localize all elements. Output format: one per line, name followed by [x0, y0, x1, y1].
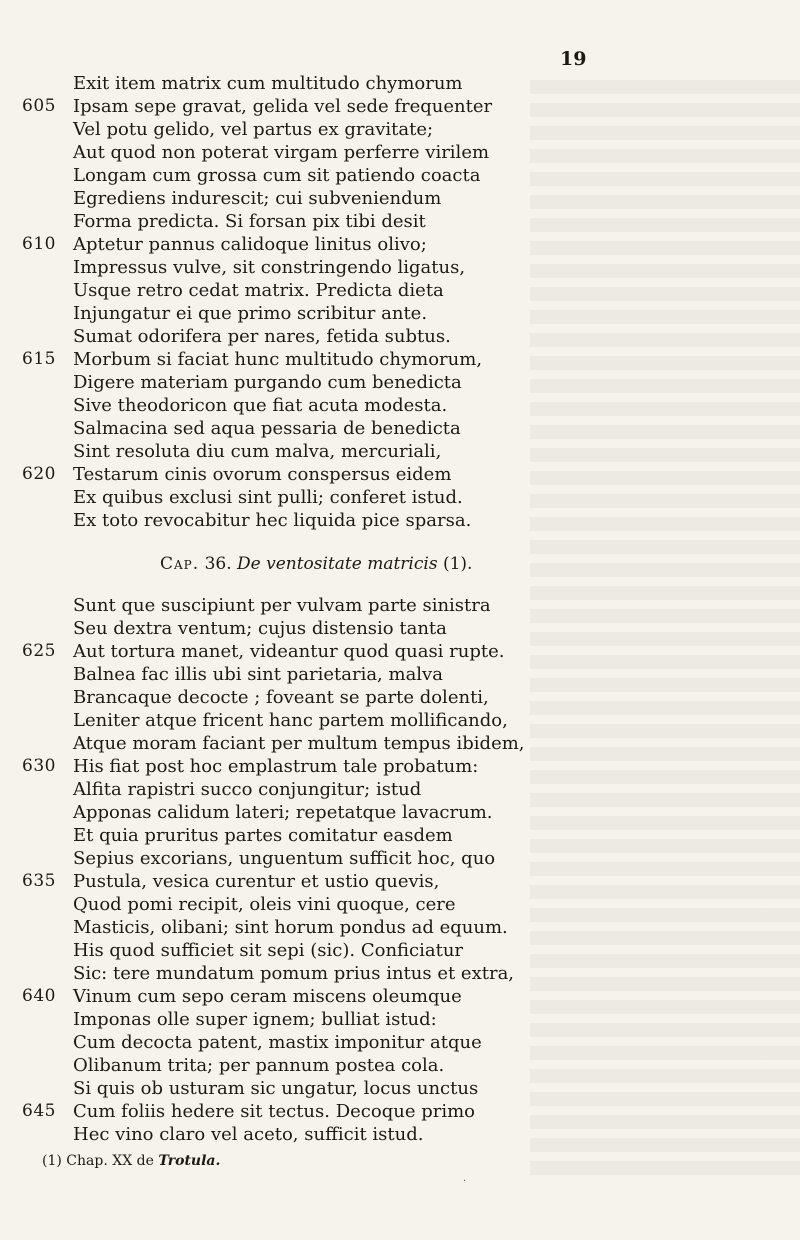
verse-text: Ipsam sepe gravat, gelida vel sede frequenter — [73, 96, 493, 117]
verse-text: Exit item matrix cum multitudo chymorum — [73, 73, 463, 94]
verse-line — [0, 348, 800, 371]
chapter-heading — [160, 554, 472, 574]
line-number: 645 — [22, 1101, 56, 1121]
verse-line — [0, 486, 800, 509]
verse-line — [0, 256, 800, 279]
verse-text: Masticis, olibani; sint horum pondus ad equum. — [73, 917, 508, 938]
verse-text: Olibanum trita; per pannum postea cola. — [73, 1055, 445, 1076]
footnote-text: Chap. XX de — [66, 1153, 154, 1169]
verse-line — [0, 640, 800, 663]
line-number: 630 — [22, 756, 56, 776]
verse-line — [0, 95, 800, 118]
verse-line — [0, 916, 800, 939]
verse-line — [0, 394, 800, 417]
verse-line — [0, 164, 800, 187]
verse-line — [0, 325, 800, 348]
verse-line — [0, 755, 800, 778]
chapter-title: De ventositate matricis — [237, 554, 438, 574]
verse-line — [0, 210, 800, 233]
verse-line — [0, 939, 800, 962]
verse-line — [0, 302, 800, 325]
verse-line — [0, 463, 800, 486]
verse-text: Hec vino claro vel aceto, sufficit istud. — [73, 1124, 424, 1145]
verse-text: Sint resoluta diu cum malva, mercuriali, — [73, 441, 442, 462]
verse-text: Cum foliis hedere sit tectus. Decoque primo — [73, 1101, 475, 1122]
page-number: 19 — [560, 48, 587, 70]
verse-line — [0, 1100, 800, 1123]
verse-line — [0, 187, 800, 210]
verse-text: Usque retro cedat matrix. Predicta dieta — [73, 280, 444, 301]
chapter-label: Cap. — [160, 554, 200, 574]
footnote-source: Trotula. — [158, 1153, 221, 1169]
print-speck: · — [463, 1176, 467, 1187]
line-number: 610 — [22, 234, 56, 254]
verse-line — [0, 279, 800, 302]
verse-line — [0, 72, 800, 95]
verse-text: Leniter atque fricent hanc partem mollificando, — [73, 710, 508, 731]
verse-text: Pustula, vesica curentur et ustio quevis, — [73, 871, 440, 892]
verse-line — [0, 985, 800, 1008]
verse-text: Ex toto revocabitur hec liquida pice sparsa. — [73, 510, 472, 531]
verse-text: Sic: tere mundatum pomum prius intus et extra, — [73, 963, 515, 984]
verse-text: Et quia pruritus partes comitatur easdem — [73, 825, 453, 846]
verse-line — [0, 1123, 800, 1146]
verse-text: Alfita rapistri succo conjungitur; istud — [73, 779, 422, 800]
verse-text: Sunt que suscipiunt per vulvam parte sinistra — [73, 595, 491, 616]
verse-line — [0, 1031, 800, 1054]
verse-line — [0, 417, 800, 440]
footnote — [42, 1153, 220, 1169]
verse-line — [0, 686, 800, 709]
verse-text: Brancaque decocte ; foveant se parte dolenti, — [73, 687, 489, 708]
verse-text: Atque moram faciant per multum tempus ibidem, — [73, 733, 525, 754]
verse-text: Aut tortura manet, videantur quod quasi rupte. — [73, 641, 505, 662]
verse-block-2 — [0, 594, 800, 1146]
verse-text: Sumat odorifera per nares, fetida subtus. — [73, 326, 451, 347]
verse-line — [0, 893, 800, 916]
verse-text: Aut quod non poterat virgam perferre virilem — [73, 142, 490, 163]
line-number: 605 — [22, 96, 56, 116]
footnote-marker: (1) — [42, 1153, 62, 1169]
verse-text: Sepius excorians, unguentum sufficit hoc, quo — [73, 848, 496, 869]
verse-text: Quod pomi recipit, oleis vini quoque, cere — [73, 894, 456, 915]
verse-block-1 — [0, 72, 800, 532]
verse-line — [0, 1054, 800, 1077]
verse-text: Vel potu gelido, vel partus ex gravitate; — [73, 119, 434, 140]
verse-line — [0, 778, 800, 801]
verse-line — [0, 663, 800, 686]
verse-line — [0, 233, 800, 256]
verse-line — [0, 617, 800, 640]
verse-line — [0, 962, 800, 985]
verse-text: Seu dextra ventum; cujus distensio tanta — [73, 618, 447, 639]
verse-text: Sive theodoricon que fiat acuta modesta. — [73, 395, 448, 416]
verse-text: Apponas calidum lateri; repetatque lavacrum. — [73, 802, 493, 823]
verse-text: Aptetur pannus calidoque linitus olivo; — [73, 234, 427, 255]
verse-line — [0, 801, 800, 824]
verse-line — [0, 118, 800, 141]
verse-text: Balnea fac illis ubi sint parietaria, malva — [73, 664, 443, 685]
verse-text: Ex quibus exclusi sint pulli; conferet istud. — [73, 487, 463, 508]
verse-text: Imponas olle super ignem; bulliat istud: — [73, 1009, 437, 1030]
chapter-number: 36. — [204, 554, 232, 574]
verse-line — [0, 847, 800, 870]
verse-text: His quod sufficiet sit sepi (sic). Conficiatur — [73, 940, 464, 961]
verse-text: Forma predicta. Si forsan pix tibi desit — [73, 211, 426, 232]
verse-text: Digere materiam purgando cum benedicta — [73, 372, 462, 393]
verse-line — [0, 371, 800, 394]
verse-line — [0, 440, 800, 463]
line-number: 615 — [22, 349, 56, 369]
line-number: 635 — [22, 871, 56, 891]
verse-line — [0, 709, 800, 732]
verse-text: Egrediens induresсit; cui subveniendum — [73, 188, 442, 209]
verse-line — [0, 1008, 800, 1031]
chapter-note-ref: (1). — [442, 554, 473, 574]
line-number: 625 — [22, 641, 56, 661]
verse-line — [0, 1077, 800, 1100]
verse-text: Si quis ob usturam sic ungatur, locus unctus — [73, 1078, 479, 1099]
verse-text: His fiat post hoc emplastrum tale probatum: — [73, 756, 479, 777]
verse-text: Salmacina sed aqua pessaria de benedicta — [73, 418, 461, 439]
verse-text: Injungatur ei que primo scribitur ante. — [73, 303, 428, 324]
verse-text: Impressus vulve, sit constringendo ligatus, — [73, 257, 466, 278]
verse-text: Morbum si faciat hunc multitudo chymorum, — [73, 349, 483, 370]
line-number: 620 — [22, 464, 56, 484]
verse-line — [0, 509, 800, 532]
verse-text: Vinum cum sepo ceram miscens oleumque — [73, 986, 462, 1007]
verse-text: Longam cum grossa cum sit patiendo coacta — [73, 165, 481, 186]
verse-line — [0, 732, 800, 755]
line-number: 640 — [22, 986, 56, 1006]
verse-line — [0, 870, 800, 893]
verse-line — [0, 594, 800, 617]
verse-text: Testarum cinis ovorum conspersus eidem — [73, 464, 452, 485]
verse-line — [0, 824, 800, 847]
verse-line — [0, 141, 800, 164]
verse-text: Cum decocta patent, mastix imponitur atque — [73, 1032, 482, 1053]
